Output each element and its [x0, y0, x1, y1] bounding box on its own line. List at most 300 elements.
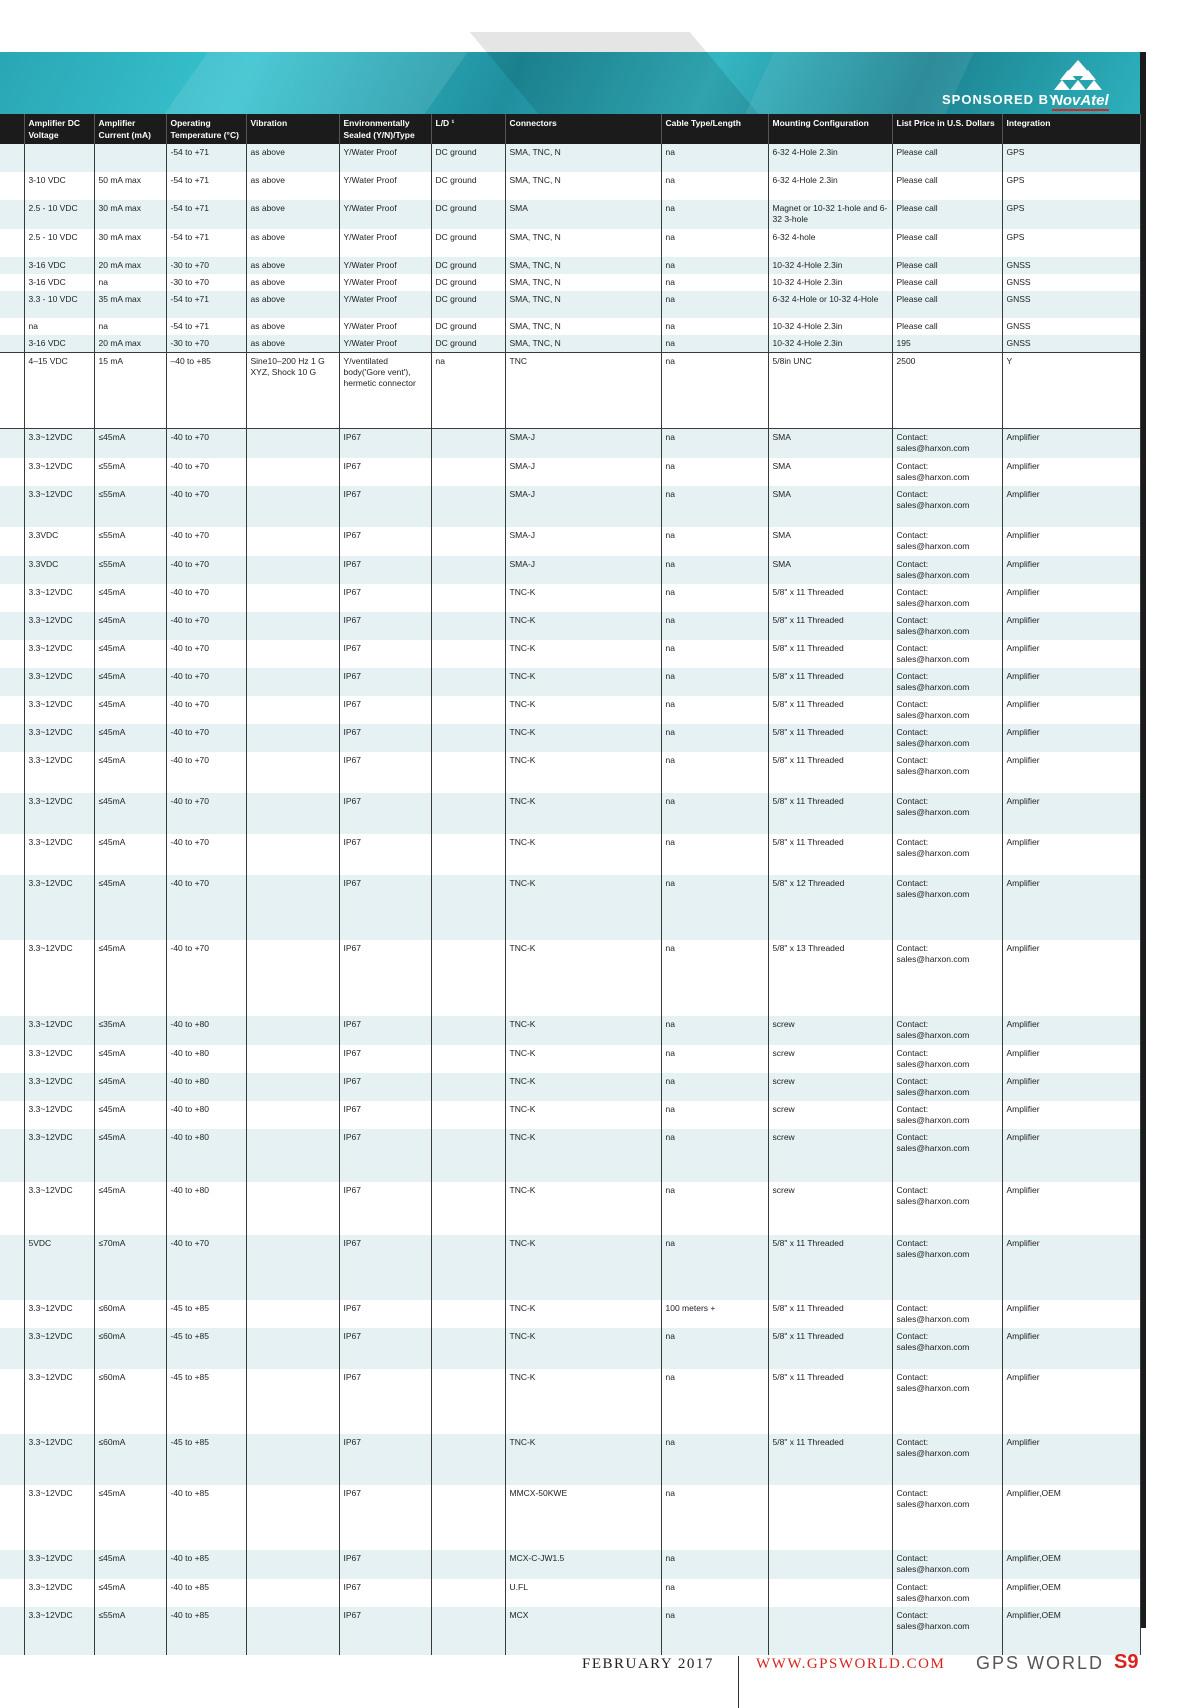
table-cell: -40 to +70: [166, 875, 246, 940]
table-cell: SMA, TNC, N: [505, 274, 661, 291]
table-cell: na: [661, 257, 768, 274]
table-cell: [0, 1101, 24, 1129]
table-cell: SMA, TNC, N: [505, 172, 661, 200]
table-cell: ≤45mA: [94, 696, 166, 724]
table-cell: [431, 1129, 505, 1182]
table-row: [0, 318, 1140, 335]
table-row: [0, 724, 1140, 752]
table-cell: DC ground: [431, 291, 505, 318]
table-cell: Please call: [892, 257, 1002, 274]
column-header: List Price in U.S. Dollars: [892, 114, 1002, 144]
table-cell: TNC-K: [505, 1101, 661, 1129]
table-row: [0, 291, 1140, 318]
table-cell: 5/8" x 12 Threaded: [768, 875, 892, 940]
table-row: [0, 1045, 1140, 1073]
table-cell: [246, 1300, 339, 1328]
table-cell: ≤60mA: [94, 1434, 166, 1485]
table-row: [0, 1101, 1140, 1129]
table-cell: [0, 257, 24, 274]
table-cell: [246, 1607, 339, 1655]
table-cell: screw: [768, 1129, 892, 1182]
table-cell: na: [94, 318, 166, 335]
table-cell: [0, 1235, 24, 1300]
table-cell: Contact: sales@harxon.com: [892, 724, 1002, 752]
table-cell: [246, 724, 339, 752]
table-cell: 5/8" x 11 Threaded: [768, 793, 892, 834]
table-cell: Amplifier: [1002, 793, 1140, 834]
table-cell: Y/Water Proof: [339, 229, 431, 257]
table-cell: [246, 875, 339, 940]
table-cell: Contact: sales@harxon.com: [892, 556, 1002, 584]
table-cell: Y/Water Proof: [339, 274, 431, 291]
table-cell: DC ground: [431, 318, 505, 335]
table-cell: [0, 353, 24, 429]
table-cell: 3.3~12VDC: [24, 429, 94, 458]
table-cell: Sine10–200 Hz 1 G XYZ, Shock 10 G: [246, 353, 339, 429]
table-row: [0, 875, 1140, 940]
table-cell: [246, 1434, 339, 1485]
table-cell: ≤45mA: [94, 1485, 166, 1550]
table-cell: Please call: [892, 291, 1002, 318]
table-cell: IP67: [339, 556, 431, 584]
table-cell: [0, 1550, 24, 1579]
table-cell: TNC-K: [505, 1016, 661, 1045]
column-header: Integration: [1002, 114, 1140, 144]
table-cell: Amplifier,OEM: [1002, 1485, 1140, 1550]
table-cell: IP67: [339, 752, 431, 793]
table-cell: 3.3~12VDC: [24, 1369, 94, 1434]
table-cell: -40 to +80: [166, 1129, 246, 1182]
table-cell: -40 to +70: [166, 486, 246, 527]
table-cell: 3.3~12VDC: [24, 1485, 94, 1550]
table-cell: 2500: [892, 353, 1002, 429]
table-cell: -40 to +70: [166, 940, 246, 1016]
table-cell: IP67: [339, 940, 431, 1016]
table-cell: [246, 1579, 339, 1607]
table-cell: -40 to +70: [166, 793, 246, 834]
table-row: [0, 257, 1140, 274]
table-cell: 6-32 4-Hole 2.3in: [768, 172, 892, 200]
magazine-title: GPS WORLD: [976, 1653, 1105, 1673]
table-cell: 3.3~12VDC: [24, 458, 94, 486]
table-cell: na: [661, 940, 768, 1016]
table-cell: 5/8" x 11 Threaded: [768, 1235, 892, 1300]
table-row: [0, 172, 1140, 200]
table-row: [0, 200, 1140, 229]
table-cell: Amplifier: [1002, 1073, 1140, 1101]
table-cell: 35 mA max: [94, 291, 166, 318]
table-cell: 5/8" x 11 Threaded: [768, 752, 892, 793]
table-cell: SMA, TNC, N: [505, 318, 661, 335]
table-cell: 3-10 VDC: [24, 172, 94, 200]
table-cell: Contact: sales@harxon.com: [892, 1016, 1002, 1045]
table-cell: Amplifier: [1002, 1369, 1140, 1434]
table-cell: [0, 486, 24, 527]
table-cell: 10-32 4-Hole 2.3in: [768, 257, 892, 274]
table-cell: 3.3~12VDC: [24, 1182, 94, 1235]
table-cell: -54 to +71: [166, 318, 246, 335]
table-row: [0, 584, 1140, 612]
table-cell: TNC-K: [505, 875, 661, 940]
sponsor-wordmark: NovAtel: [1052, 92, 1109, 109]
table-cell: 5VDC: [24, 1235, 94, 1300]
table-cell: [246, 527, 339, 556]
table-cell: IP67: [339, 1300, 431, 1328]
table-row: [0, 640, 1140, 668]
table-cell: –40 to +85: [166, 353, 246, 429]
table-cell: [246, 940, 339, 1016]
table-cell: na: [661, 458, 768, 486]
table-cell: na: [661, 1182, 768, 1235]
table-cell: SMA: [768, 527, 892, 556]
table-cell: [431, 527, 505, 556]
table-cell: Contact: sales@harxon.com: [892, 1300, 1002, 1328]
table-cell: [0, 1485, 24, 1550]
table-cell: SMA: [768, 556, 892, 584]
table-cell: na: [431, 353, 505, 429]
table-cell: IP67: [339, 724, 431, 752]
table-cell: na: [661, 1328, 768, 1369]
table-cell: -54 to +71: [166, 144, 246, 172]
table-cell: ≤55mA: [94, 458, 166, 486]
table-cell: [0, 429, 24, 458]
table-cell: SMA: [768, 458, 892, 486]
table-cell: TNC-K: [505, 1328, 661, 1369]
table-cell: SMA-J: [505, 458, 661, 486]
table-cell: ≤55mA: [94, 556, 166, 584]
table-cell: Contact: sales@harxon.com: [892, 834, 1002, 875]
table-row: [0, 274, 1140, 291]
table-cell: Y/Water Proof: [339, 291, 431, 318]
table-cell: GNSS: [1002, 318, 1140, 335]
table-row: [0, 834, 1140, 875]
table-cell: DC ground: [431, 229, 505, 257]
table-cell: 10-32 4-Hole 2.3in: [768, 318, 892, 335]
table-cell: ≤55mA: [94, 527, 166, 556]
column-header: Environmentally Sealed (Y/N)/Type: [339, 114, 431, 144]
table-cell: 5/8" x 13 Threaded: [768, 940, 892, 1016]
table-cell: Please call: [892, 144, 1002, 172]
table-cell: as above: [246, 229, 339, 257]
table-cell: SMA: [768, 429, 892, 458]
table-cell: [0, 1016, 24, 1045]
table-row: [0, 1129, 1140, 1182]
table-cell: GNSS: [1002, 257, 1140, 274]
table-cell: na: [661, 1369, 768, 1434]
table-cell: na: [661, 1235, 768, 1300]
table-cell: ≤45mA: [94, 1579, 166, 1607]
table-cell: na: [661, 696, 768, 724]
table-cell: [246, 1369, 339, 1434]
table-cell: [0, 274, 24, 291]
table-cell: IP67: [339, 1016, 431, 1045]
table-cell: 5/8" x 11 Threaded: [768, 1328, 892, 1369]
spec-table-region: [0, 114, 1140, 1631]
table-cell: [431, 1579, 505, 1607]
table-cell: 5/8" x 11 Threaded: [768, 1300, 892, 1328]
table-cell: 3.3~12VDC: [24, 1434, 94, 1485]
table-row: [0, 527, 1140, 556]
table-cell: IP67: [339, 1434, 431, 1485]
table-cell: IP67: [339, 1550, 431, 1579]
table-cell: [246, 1328, 339, 1369]
page-number: S9: [1114, 1651, 1139, 1673]
table-cell: na: [661, 318, 768, 335]
table-cell: 5/8" x 11 Threaded: [768, 696, 892, 724]
table-cell: Amplifier: [1002, 556, 1140, 584]
table-cell: -40 to +70: [166, 1235, 246, 1300]
table-cell: [431, 793, 505, 834]
table-cell: Magnet or 10-32 1-hole and 6-32 3-hole: [768, 200, 892, 229]
table-cell: [0, 834, 24, 875]
table-row: [0, 229, 1140, 257]
table-cell: [0, 1300, 24, 1328]
table-cell: -40 to +80: [166, 1016, 246, 1045]
table-cell: [431, 1235, 505, 1300]
table-cell: 3.3~12VDC: [24, 875, 94, 940]
table-row: [0, 696, 1140, 724]
table-cell: na: [661, 1434, 768, 1485]
table-cell: [431, 1328, 505, 1369]
table-cell: Please call: [892, 229, 1002, 257]
table-row: [0, 429, 1140, 458]
table-cell: 5/8" x 11 Threaded: [768, 612, 892, 640]
table-cell: IP67: [339, 1607, 431, 1655]
table-cell: na: [661, 274, 768, 291]
table-cell: Contact: sales@harxon.com: [892, 1579, 1002, 1607]
table-cell: IP67: [339, 458, 431, 486]
table-cell: IP67: [339, 1235, 431, 1300]
table-cell: [0, 1182, 24, 1235]
table-cell: [246, 458, 339, 486]
table-cell: [246, 1182, 339, 1235]
table-cell: Amplifier: [1002, 486, 1140, 527]
table-cell: [246, 1235, 339, 1300]
table-cell: Amplifier: [1002, 1016, 1140, 1045]
table-cell: -40 to +70: [166, 724, 246, 752]
table-cell: -40 to +70: [166, 834, 246, 875]
table-cell: [246, 1045, 339, 1073]
table-cell: Contact: sales@harxon.com: [892, 458, 1002, 486]
table-row: [0, 752, 1140, 793]
table-cell: IP67: [339, 1129, 431, 1182]
table-cell: Contact: sales@harxon.com: [892, 1550, 1002, 1579]
table-cell: SMA-J: [505, 486, 661, 527]
table-cell: -54 to +71: [166, 229, 246, 257]
table-cell: TNC-K: [505, 793, 661, 834]
table-cell: 6-32 4-hole: [768, 229, 892, 257]
table-cell: 3-16 VDC: [24, 257, 94, 274]
table-cell: Contact: sales@harxon.com: [892, 486, 1002, 527]
table-cell: screw: [768, 1016, 892, 1045]
table-cell: TNC-K: [505, 724, 661, 752]
table-cell: ≤45mA: [94, 1101, 166, 1129]
table-cell: [0, 696, 24, 724]
table-cell: ≤70mA: [94, 1235, 166, 1300]
table-cell: na: [661, 875, 768, 940]
table-cell: 5/8" x 11 Threaded: [768, 724, 892, 752]
table-cell: [431, 1101, 505, 1129]
table-cell: Amplifier: [1002, 640, 1140, 668]
table-cell: 2.5 - 10 VDC: [24, 200, 94, 229]
table-cell: Contact: sales@harxon.com: [892, 752, 1002, 793]
table-cell: TNC-K: [505, 1369, 661, 1434]
table-cell: -40 to +70: [166, 429, 246, 458]
table-cell: [431, 429, 505, 458]
table-row: [0, 1182, 1140, 1235]
table-cell: Y/ventilated body('Gore vent'), hermetic connector: [339, 353, 431, 429]
table-row: [0, 458, 1140, 486]
table-cell: SMA, TNC, N: [505, 291, 661, 318]
table-cell: [431, 940, 505, 1016]
table-cell: TNC-K: [505, 1235, 661, 1300]
table-cell: [246, 584, 339, 612]
table-cell: ≤45mA: [94, 1182, 166, 1235]
table-cell: [246, 1550, 339, 1579]
table-row: [0, 1434, 1140, 1485]
table-cell: na: [661, 1485, 768, 1550]
table-cell: Amplifier: [1002, 1235, 1140, 1300]
table-cell: Amplifier: [1002, 1182, 1140, 1235]
table-cell: [431, 752, 505, 793]
table-cell: 3.3~12VDC: [24, 752, 94, 793]
table-cell: SMA-J: [505, 556, 661, 584]
table-cell: TNC-K: [505, 1300, 661, 1328]
table-cell: Contact: sales@harxon.com: [892, 429, 1002, 458]
table-cell: IP67: [339, 429, 431, 458]
table-cell: [768, 1550, 892, 1579]
table-cell: [0, 1369, 24, 1434]
table-cell: IP67: [339, 640, 431, 668]
table-cell: 3.3~12VDC: [24, 1579, 94, 1607]
table-cell: MMCX-50KWE: [505, 1485, 661, 1550]
table-cell: as above: [246, 257, 339, 274]
table-cell: as above: [246, 291, 339, 318]
table-cell: GNSS: [1002, 291, 1140, 318]
table-row: [0, 1369, 1140, 1434]
table-cell: Contact: sales@harxon.com: [892, 696, 1002, 724]
table-cell: 3-16 VDC: [24, 274, 94, 291]
table-cell: IP67: [339, 1328, 431, 1369]
table-cell: Contact: sales@harxon.com: [892, 527, 1002, 556]
table-cell: 6-32 4-Hole 2.3in: [768, 144, 892, 172]
table-cell: Amplifier: [1002, 1300, 1140, 1328]
table-cell: IP67: [339, 668, 431, 696]
table-cell: Y/Water Proof: [339, 172, 431, 200]
table-cell: [431, 1607, 505, 1655]
column-header: Operating Temperature (°C): [166, 114, 246, 144]
table-cell: ≤55mA: [94, 486, 166, 527]
table-cell: SMA: [768, 486, 892, 527]
table-cell: [0, 229, 24, 257]
table-cell: ≤45mA: [94, 793, 166, 834]
table-cell: [431, 1182, 505, 1235]
table-cell: na: [661, 172, 768, 200]
table-cell: -45 to +85: [166, 1434, 246, 1485]
table-cell: Y: [1002, 353, 1140, 429]
table-row: [0, 1550, 1140, 1579]
table-cell: na: [661, 1579, 768, 1607]
table-cell: Please call: [892, 172, 1002, 200]
table-cell: GPS: [1002, 144, 1140, 172]
table-cell: Contact: sales@harxon.com: [892, 1328, 1002, 1369]
table-cell: Contact: sales@harxon.com: [892, 1182, 1002, 1235]
table-cell: 5/8in UNC: [768, 353, 892, 429]
table-cell: TNC-K: [505, 1434, 661, 1485]
table-cell: IP67: [339, 612, 431, 640]
table-cell: 5/8" x 11 Threaded: [768, 584, 892, 612]
table-cell: screw: [768, 1101, 892, 1129]
table-cell: Y/Water Proof: [339, 200, 431, 229]
table-cell: -40 to +85: [166, 1607, 246, 1655]
column-header: Cable Type/Length: [661, 114, 768, 144]
table-cell: Amplifier: [1002, 1434, 1140, 1485]
table-cell: TNC-K: [505, 1182, 661, 1235]
table-cell: Contact: sales@harxon.com: [892, 640, 1002, 668]
table-cell: GPS: [1002, 200, 1140, 229]
table-cell: TNC: [505, 353, 661, 429]
issue-date: FEBRUARY 2017: [582, 1656, 714, 1672]
table-cell: DC ground: [431, 172, 505, 200]
table-cell: Contact: sales@harxon.com: [892, 1607, 1002, 1655]
table-cell: -40 to +80: [166, 1073, 246, 1101]
table-cell: na: [661, 724, 768, 752]
table-cell: [246, 696, 339, 724]
table-cell: 3-16 VDC: [24, 335, 94, 353]
table-cell: [246, 1101, 339, 1129]
column-header: Vibration: [246, 114, 339, 144]
table-cell: Contact: sales@harxon.com: [892, 1235, 1002, 1300]
table-row: [0, 1300, 1140, 1328]
table-cell: as above: [246, 274, 339, 291]
table-cell: [0, 752, 24, 793]
table-cell: 3.3~12VDC: [24, 668, 94, 696]
table-cell: SMA: [505, 200, 661, 229]
column-header: Connectors: [505, 114, 661, 144]
table-cell: na: [24, 318, 94, 335]
table-cell: 5/8" x 11 Threaded: [768, 1369, 892, 1434]
table-cell: -40 to +70: [166, 696, 246, 724]
table-cell: [246, 1073, 339, 1101]
table-cell: SMA, TNC, N: [505, 335, 661, 353]
table-cell: -40 to +85: [166, 1485, 246, 1550]
table-cell: TNC-K: [505, 668, 661, 696]
table-cell: [431, 486, 505, 527]
table-cell: ≤35mA: [94, 1016, 166, 1045]
table-cell: screw: [768, 1182, 892, 1235]
table-cell: na: [661, 1073, 768, 1101]
table-row: [0, 335, 1140, 353]
table-row: [0, 793, 1140, 834]
table-cell: DC ground: [431, 257, 505, 274]
table-cell: [0, 612, 24, 640]
table-cell: [431, 640, 505, 668]
table-cell: IP67: [339, 696, 431, 724]
table-cell: 30 mA max: [94, 229, 166, 257]
table-cell: ≤45mA: [94, 940, 166, 1016]
table-cell: [431, 612, 505, 640]
table-cell: ≤45mA: [94, 1073, 166, 1101]
table-cell: 3.3~12VDC: [24, 640, 94, 668]
table-cell: [0, 668, 24, 696]
table-cell: na: [661, 584, 768, 612]
table-cell: 20 mA max: [94, 335, 166, 353]
table-cell: SMA-J: [505, 527, 661, 556]
table-cell: na: [661, 1129, 768, 1182]
table-cell: [0, 144, 24, 172]
table-cell: TNC-K: [505, 1073, 661, 1101]
table-cell: Contact: sales@harxon.com: [892, 1073, 1002, 1101]
